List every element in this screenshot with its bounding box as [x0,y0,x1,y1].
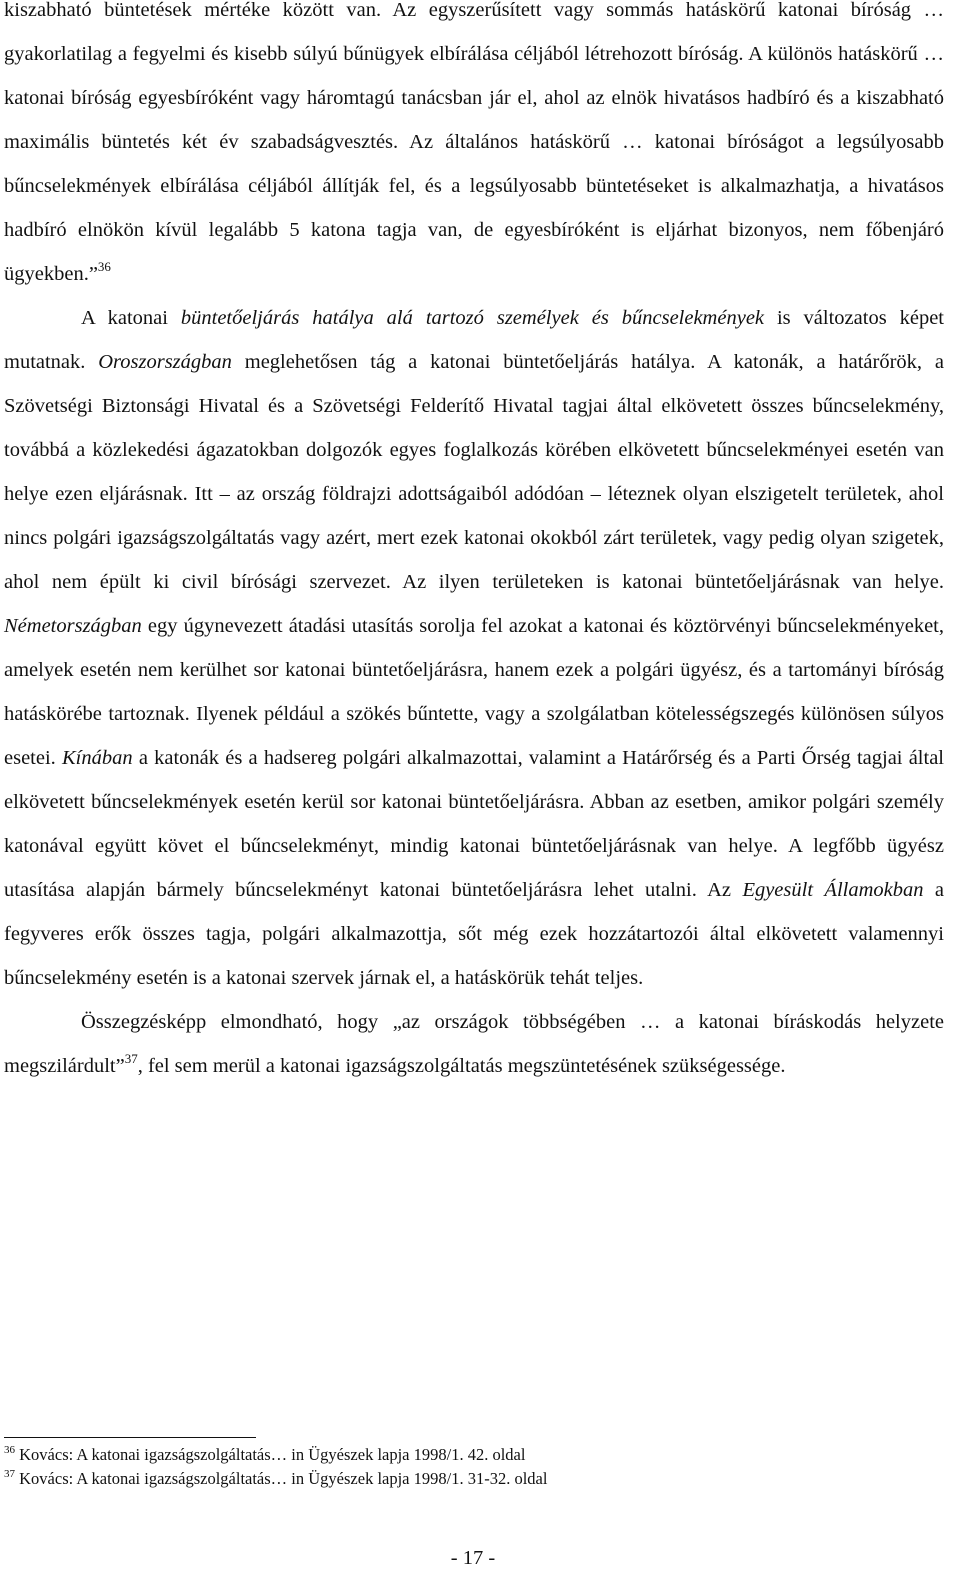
footnote-number: 37 [4,1468,15,1480]
paragraph-1-text: kiszabható büntetések mértéke között van. Az egyszerűsített vagy sommás hatáskörű katonai bíróság … gyakorlatilag a fegyelmi és kisebb súlyú bűnügyek elbírálása céljából létrehozott bíróság. A különös hatáskörű … katonai bíróság egyesbíróként vagy háromtagú tanácsban jár el, ahol az elnök hivatásos hadbíró és a kiszabható maximális büntetés két év szabadságvesztés. Az általános hatáskörű … katonai bíróságot a legsúlyosabb bűncselekmények elbírálása céljából állítják fel, és a legsúlyosabb büntetéseket is alkalmazhatja, a hivatásos hadbíró elnökön kívül legalább 5 katona tagja van, de egyesbíróként is eljárhat bizonyos, nem főbenjáró ügyekben.” [4,0,944,285]
footnote-number: 36 [4,1444,15,1456]
document-page [4,0,944,1088]
paragraph-2-text-1: A katonai [81,307,181,329]
paragraph-3-text-2: , fel sem merül a katonai igazságszolgáltatás megszüntetésének szükségessége. [137,1055,786,1077]
emphasis-united-states: Egyesült Államokban [742,879,924,901]
paragraph-3 [4,1000,944,1088]
footnote-divider [4,1437,256,1438]
paragraph-2-text-2: is változatos képet mutatnak. [4,307,944,373]
footnote-ref-37: 37 [124,1051,138,1066]
footnote-37 [4,1467,944,1491]
paragraph-2-text-3: meglehetősen tág a katonai büntetőeljárás hatálya. A katonák, a határőrök, a Szövetségi Biztonsági Hivatal és a Szövetségi Felderítő Hivatal tagjai által elkövetett összes bűncselekmény, továbbá a közlekedési ágazatokban dolgozók egyes foglalkozás körében elkövetett bűncselekményei esetén van helye ezen eljárásnak. Itt – az ország földrajzi adottságaiból adódóan – léteznek olyan elszigetelt területek, ahol nincs polgári igazságszolgáltatás vagy azért, mert ezek katonai okokból zárt területek, vagy pedig olyan szigetek, ahol nem épült ki civil bírósági szervezet. Az ilyen területeken is katonai büntetőeljárásnak van helye. [4,351,944,593]
paragraph-2 [4,296,944,1000]
paragraph-2-text-6: a fegyveres erők összes tagja, polgári alkalmazottja, sőt még ezek hozzátartozói által elkövetett valamennyi bűncselekmény esetén is a katonai szervek járnak el, a hatáskörük tehát teljes. [4,879,944,989]
page-number: - 17 - [450,1547,496,1569]
paragraph-2-text-5: a katonák és a hadsereg polgári alkalmazottai, valamint a Határőrség és a Parti Őrség tagjai által elkövetett bűncselekmények esetén kerül sor katonai büntetőeljárásra. Abban az esetben, amikor polgári személy katonával együtt követ el bűncselekményt, mindig katonai büntetőeljárásnak van helye. A legfőbb ügyész utasítása alapján bármely bűncselekményt katonai büntetőeljárásra lehet utalni. Az [4,747,944,901]
footnote-36 [4,1443,944,1467]
footnote-text: Kovács: A katonai igazságszolgáltatás… in Ügyészek lapja 1998/1. 31-32. oldal [19,1469,548,1488]
paragraph-1 [4,0,944,296]
emphasis-china: Kínában [62,747,133,769]
emphasis-germany: Németországban [4,615,142,637]
footnote-ref-36: 36 [97,259,111,274]
footnote-text: Kovács: A katonai igazságszolgáltatás… in Ügyészek lapja 1998/1. 42. oldal [19,1445,526,1464]
footnotes [4,1443,944,1491]
emphasis-scope: büntetőeljárás hatálya alá tartozó személyek és bűncselekmények [180,307,765,329]
paragraph-2-text-4: egy úgynevezett átadási utasítás sorolja fel azokat a katonai és köztörvényi bűncselekményeket, amelyek esetén nem kerülhet sor katonai büntetőeljárásra, hanem ezek a polgári ügyész, és a tartományi bíróság hatáskörébe tartoznak. Ilyenek például a szökés bűntette, vagy a szolgálatban kötelességszegés különösen súlyos esetei. [4,615,944,769]
emphasis-russia: Oroszországban [98,351,232,373]
paragraph-3-text-1: Összegzésképp elmondható, hogy „az országok többségében … a katonai bíráskodás helyzete megszilárdult” [4,1011,944,1077]
